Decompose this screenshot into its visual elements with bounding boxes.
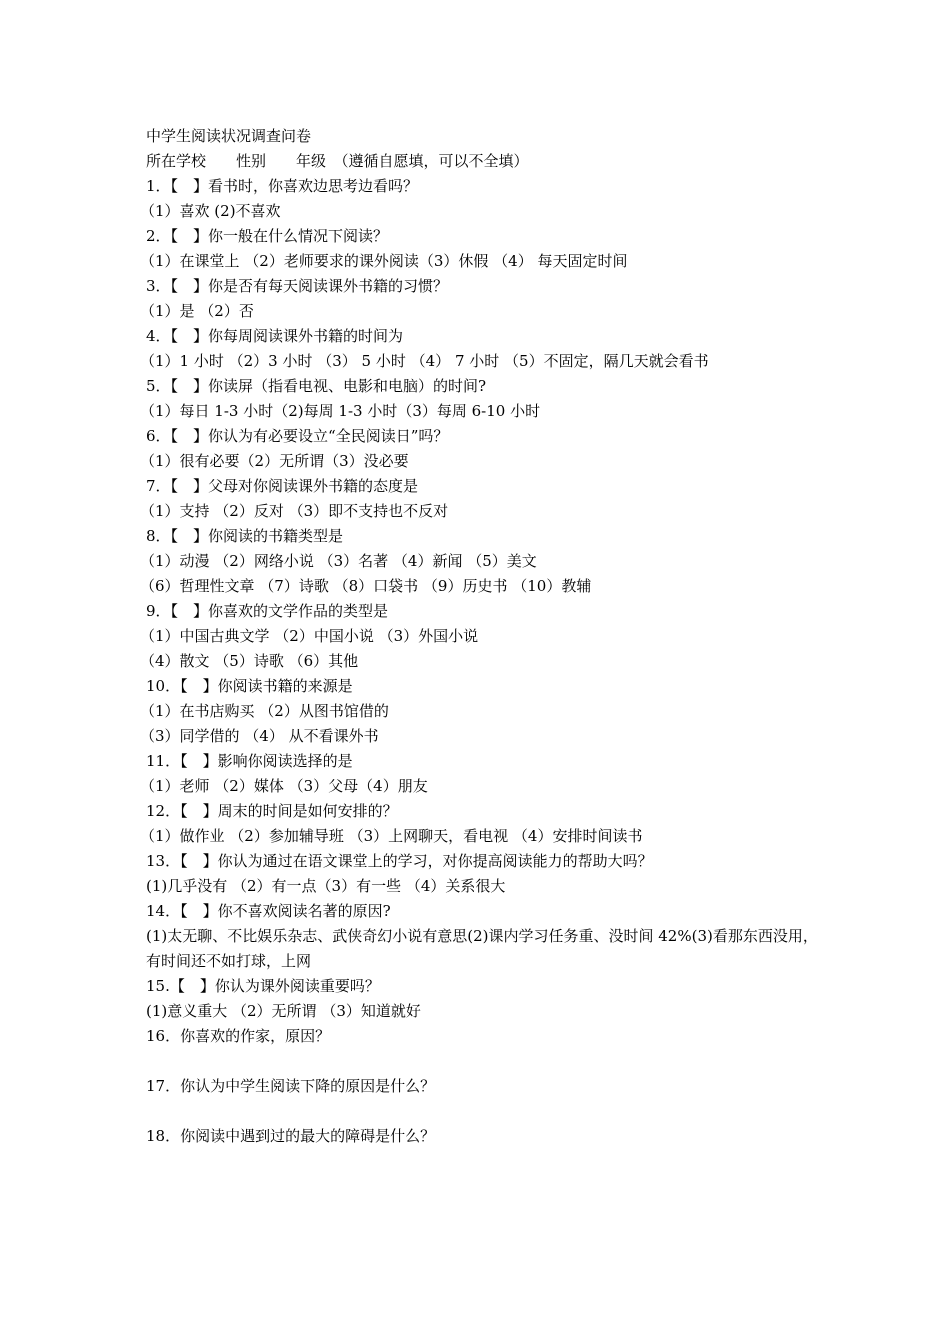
question-1-options: （1）喜欢 (2)不喜欢 [140,202,281,220]
answer-space [146,1049,826,1074]
question-2-options: （1）在课堂上 （2）老师要求的课外阅读（3）休假 （4） 每天固定时间 [140,252,628,270]
open-question-18: 18．你阅读中遇到过的最大的障碍是什么？ [146,1127,436,1145]
question-12-options: （1）做作业 （2）参加辅导班 （3）上网聊天，看电视 （4）安排时间读书 [140,827,643,845]
question-3-options: （1）是 （2）否 [140,302,254,320]
question-13-options: (1)几乎没有 （2）有一点（3）有一些 （4）关系很大 [146,877,506,895]
question-9-options-line-1: （1）中国古典文学 （2）中国小说 （3）外国小说 [140,627,479,645]
question-8: 8．【 】你阅读的书籍类型是 [146,527,344,545]
question-15-options: (1)意义重大 （2）无所谓 （3）知道就好 [146,1002,421,1020]
question-3: 3．【 】你是否有每天阅读课外书籍的习惯？ [146,277,449,295]
question-1: 1．【 】看书时，你喜欢边思考边看吗？ [146,177,419,195]
question-4-options: （1）1 小时 （2）3 小时 （3） 5 小时 （4） 7 小时 （5）不固定，隔几天就会看书 [140,352,709,370]
open-question-17: 17．你认为中学生阅读下降的原因是什么？ [146,1077,436,1095]
question-10-options-line-2: （3）同学借的 （4） 从不看课外书 [140,727,379,745]
document-title: 中学生阅读状况调查问卷 [146,127,312,145]
answer-space [146,1099,826,1124]
question-11-options: （1）老师 （2）媒体 （3）父母（4）朋友 [140,777,428,795]
question-9: 9．【 】你喜欢的文学作品的类型是 [146,602,389,620]
question-6-options: （1）很有必要（2）无所谓（3）没必要 [140,452,409,470]
question-14: 14．【 】你不喜欢阅读名著的原因? [146,902,391,920]
question-5-options: （1）每日 1-3 小时（2)每周 1-3 小时（3）每周 6-10 小时 [140,402,541,420]
question-14-options: (1)太无聊、不比娱乐杂志、武侠奇幻小说有意思(2)课内学习任务重、没时间 42%(3)看那东西没用，有时间还不如打球，上网 [146,927,818,970]
question-7: 7．【 】父母对你阅读课外书籍的态度是 [146,477,419,495]
question-10: 10．【 】你阅读书籍的来源是 [146,677,353,695]
open-question-16: 16．你喜欢的作家，原因？ [146,1027,331,1045]
question-8-options-line-1: （1）动漫 （2）网络小说 （3）名著 （4）新闻 （5）美文 [140,552,537,570]
question-15: 15.【 】你认为课外阅读重要吗？ [146,977,380,995]
question-13: 13．【 】你认为通过在语文课堂上的学习，对你提高阅读能力的帮助大吗？ [146,852,653,870]
question-8-options-line-2: （6）哲理性文章 （7）诗歌 （8）口袋书 （9）历史书 （10）教辅 [140,577,592,595]
question-6: 6．【 】你认为有必要设立“全民阅读日”吗？ [146,427,449,445]
question-7-options: （1）支持 （2）反对 （3）即不支持也不反对 [140,502,449,520]
question-5: 5．【 】你读屏（指看电视、电影和电脑）的时间? [146,377,487,395]
question-9-options-line-2: （4）散文 （5）诗歌 （6）其他 [140,652,359,670]
question-11: 11．【 】影响你阅读选择的是 [146,752,353,770]
respondent-info-line: 所在学校 性别 年级 （遵循自愿填，可以不全填） [146,152,529,170]
question-2: 2．【 】你一般在什么情况下阅读？ [146,227,389,245]
question-4: 4．【 】你每周阅读课外书籍的时间为 [146,327,404,345]
question-10-options-line-1: （1）在书店购买 （2）从图书馆借的 [140,702,389,720]
document-body [140,124,826,1149]
question-12: 12．【 】周末的时间是如何安排的？ [146,802,398,820]
